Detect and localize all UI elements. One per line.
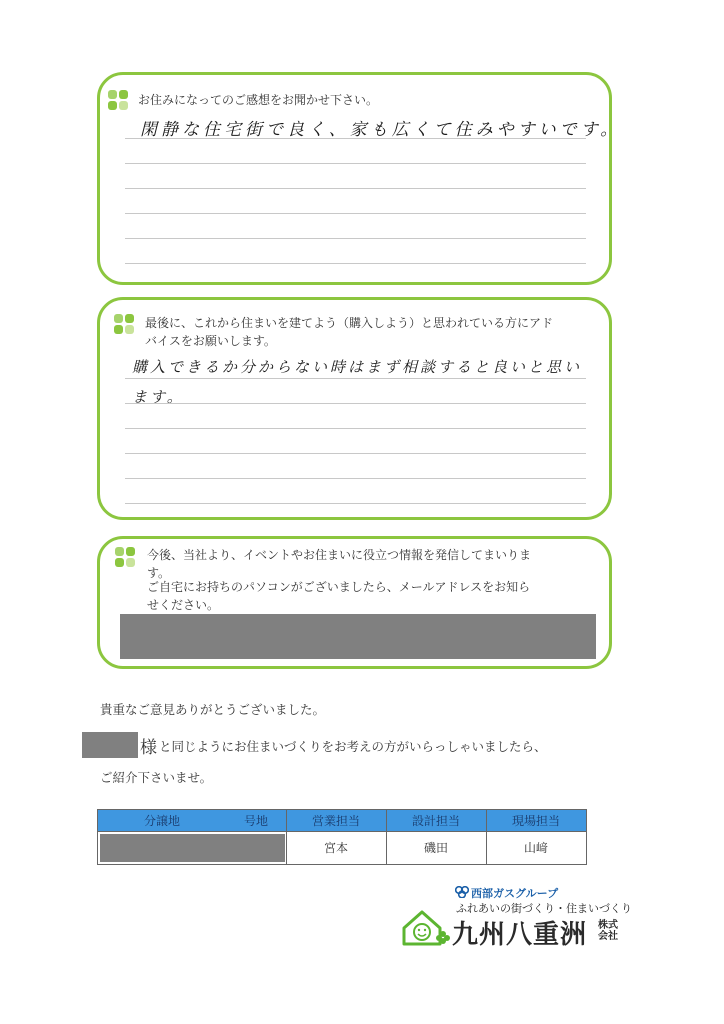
header-design: 設計担当 xyxy=(411,814,460,828)
answer-rule xyxy=(125,453,586,454)
answer-rule xyxy=(125,138,586,139)
advice-question-line-1: 最後に、これから住まいを建てよう（購入しよう）と思われている方にアド xyxy=(145,316,554,330)
advice-answer-line-1: 購入できるか分からない時はまず相談すると良いと思い xyxy=(132,358,583,376)
staff-table xyxy=(97,809,587,865)
clover-icon xyxy=(108,90,130,112)
answer-rule xyxy=(125,378,586,379)
table-divider xyxy=(486,810,487,864)
company-suffix: 株式会社 xyxy=(598,920,618,942)
company-logo xyxy=(400,880,630,950)
group-name: 西部ガスグループ xyxy=(471,887,559,900)
impression-answer-line-1: 閑静な住宅街で良く、家も広くて住みやすいです。 xyxy=(140,120,622,140)
answer-rule xyxy=(125,238,586,239)
saibu-gas-mark-icon xyxy=(455,886,469,898)
sales-staff: 宮本 xyxy=(323,841,348,855)
email-redaction xyxy=(120,614,596,659)
answer-rule xyxy=(125,213,586,214)
lot-redaction xyxy=(100,834,285,862)
answer-rule xyxy=(125,263,586,264)
clover-icon xyxy=(114,314,136,336)
email-text-line-4: せください。 xyxy=(147,598,220,612)
answer-rule xyxy=(125,478,586,479)
thanks-text: 貴重なご意見ありがとうございました。 xyxy=(100,702,326,717)
answer-rule xyxy=(125,188,586,189)
advice-question-line-2: バイスをお願いします。 xyxy=(145,334,276,348)
advice-answer-line-2: ます。 xyxy=(132,388,185,406)
sama-text: 様 xyxy=(140,738,157,758)
email-text-line-1: 今後、当社より、イベントやお住まいに役立つ情報を発信してまいりま xyxy=(147,548,532,562)
header-subdivision: 分譲地 xyxy=(143,814,180,828)
company-name: 九州八重洲 xyxy=(452,920,588,950)
table-divider xyxy=(286,810,287,864)
header-site: 現場担当 xyxy=(511,814,560,828)
impression-question: お住みになってのご感想をお聞かせ下さい。 xyxy=(138,93,379,107)
email-text-line-2: す。 xyxy=(147,566,171,580)
logo-tagline: ふれあいの街づくり・住まいづくり xyxy=(456,902,632,915)
name-redaction xyxy=(82,732,138,758)
email-text-line-3: ご自宅にお持ちのパソコンがございましたら、メールアドレスをお知ら xyxy=(147,580,531,594)
referral-text: と同じようにお住まいづくりをお考えの方がいらっしゃいましたら、 xyxy=(159,739,547,754)
design-staff: 磯田 xyxy=(423,841,448,855)
introduce-text: ご紹介下さいませ。 xyxy=(100,770,213,785)
header-lot: 号地 xyxy=(243,814,268,828)
answer-rule xyxy=(125,403,586,404)
answer-rule xyxy=(125,428,586,429)
table-divider xyxy=(386,810,387,864)
answer-rule xyxy=(125,163,586,164)
house-clover-icon xyxy=(400,908,450,948)
site-staff: 山﨑 xyxy=(523,841,548,855)
header-sales: 営業担当 xyxy=(311,814,360,828)
answer-rule xyxy=(125,503,586,504)
clover-icon xyxy=(115,547,137,569)
